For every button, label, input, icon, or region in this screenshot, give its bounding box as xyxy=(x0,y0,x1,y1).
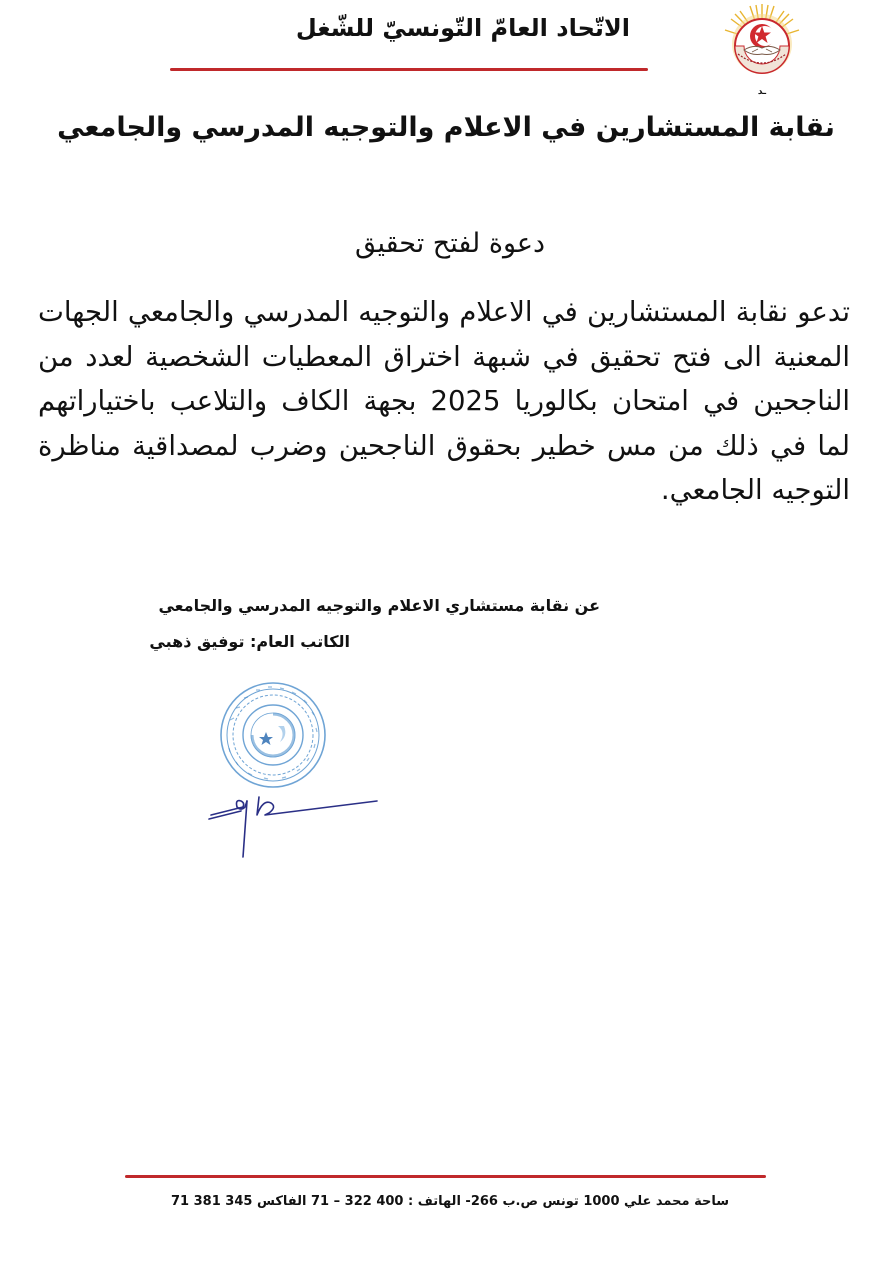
letter-subject: دعوة لفتح تحقيق xyxy=(354,228,546,259)
footer-divider xyxy=(125,1175,766,1178)
body-line: التوجيه الجامعي. xyxy=(660,474,850,506)
signature-secretary-general: الكاتب العام: توفيق ذهبي xyxy=(149,632,350,651)
signature-organization: عن نقابة مستشاري الاعلام والتوجيه المدرسي والجامعي xyxy=(158,596,600,615)
body-line: تدعو نقابة المستشارين في الاعلام والتوجيه المدرسي والجامعي الجهات xyxy=(38,296,850,328)
official-stamp-icon xyxy=(216,680,330,790)
body-line: المعنية الى فتح تحقيق في شبهة اختراق المعطيات الشخصية لعدد من xyxy=(38,340,850,373)
footer-address: ساحة محمد علي 1000 تونس ص.ب 266- الهاتف : 400 322 – 71 الفاكس 345 381 71 xyxy=(171,1194,729,1209)
signature-block xyxy=(140,588,600,660)
ugtt-logo-icon xyxy=(722,2,802,98)
handwritten-signature-icon xyxy=(205,785,385,860)
header-divider xyxy=(170,68,648,71)
letter-body xyxy=(38,290,850,513)
union-name-heading: الاتّحاد العامّ التّونسيّ للشّغل xyxy=(295,14,630,42)
syndicate-title: نقابة المستشارين في الاعلام والتوجيه المدرسي والجامعي xyxy=(57,112,835,143)
body-line: الناجحين في امتحان بكالوريا 2025 بجهة الكاف والتلاعب باختياراتهم xyxy=(38,385,850,417)
body-line: لما في ذلك من مس خطير بحقوق الناجحين وضرب لمصداقية مناظرة xyxy=(38,429,850,462)
svg-text:ـد: ـد xyxy=(757,87,767,97)
